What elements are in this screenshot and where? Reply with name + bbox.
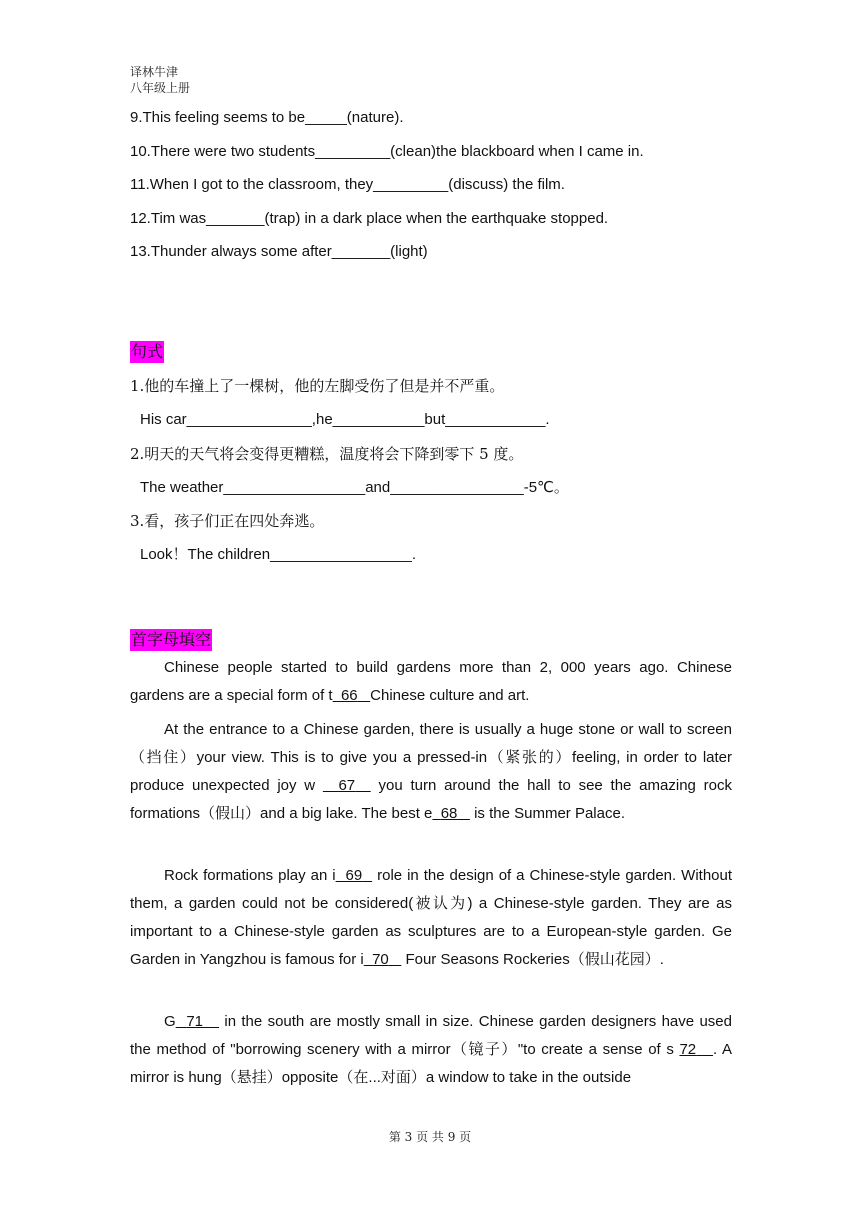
blank-66: 66 [340, 687, 358, 704]
cloze-paragraph-3: Rock formations play an i 69 role in the design of a Chinese-style garden. Without them, a garden could not be considered(被认为) a Chinese-style garden. They are as important to a Chinese-style garden as sculptures are to a European-style garden. Ge Garden in Yangzhou is famous for i 70 Four Seasons Rockeries（假山花园）. [130, 867, 733, 968]
blank-70: 70 [372, 951, 389, 968]
blank-69: 69 [345, 867, 363, 884]
header-grade: 八年级上册 [130, 81, 191, 95]
section-title-sentence: 句式 [131, 342, 164, 361]
cloze-paragraph-1: Chinese people started to build gardens more than 2, 000 years ago. Chinese gardens are a special form of t 66 Chinese culture and art. [130, 659, 732, 704]
blank-68: 68 [440, 805, 458, 822]
exercise-line: 13.Thunder always some after_______(light) [130, 243, 428, 260]
exercise-line: 11.When I got to the classroom, they_________(discuss) the film. [130, 176, 565, 193]
page-header [130, 64, 190, 96]
blank-72: 72 [679, 1041, 697, 1058]
section-title-cloze: 首字母填空 [131, 630, 212, 649]
page-footer: 第 3 页 共 9 页 [388, 1130, 472, 1144]
header-publisher: 译林牛津 [130, 65, 179, 79]
exercise-line: 10.There were two students_________(clean)the blackboard when I came in. [130, 143, 644, 160]
exercise-line: 12.Tim was_______(trap) in a dark place when the earthquake stopped. [130, 210, 609, 227]
sentence-prompt: 1.他的车撞上了一棵树，他的左脚受伤了但是并不严重。 [130, 377, 505, 395]
cloze-paragraph-2: At the entrance to a Chinese garden, there is usually a huge stone or wall to screen（挡住）your view. This is to give you a pressed-in（紧张的）feeling, in order to later produce unexpected joy w 67 you turn around the hall to see the amazing rock formations（假山）and a big lake. The best e 68 is the Summer Palace. [130, 721, 732, 822]
exercise-line: 9.This feeling seems to be_____(nature). [130, 109, 404, 126]
sentence-answer: Look！The children_________________. [140, 546, 417, 563]
sentence-answer: The weather_________________and________________-5℃。 [140, 479, 569, 496]
sentence-prompt: 2.明天的天气将会变得更糟糕，温度将会下降到零下 5 度。 [130, 445, 524, 463]
sentence-prompt: 3.看，孩子们正在四处奔逃。 [130, 512, 325, 530]
blank-71: 71 [186, 1013, 204, 1030]
blank-67: 67 [338, 777, 356, 794]
cloze-paragraph-4: G 71 in the south are mostly small in size. Chinese garden designers have used the method of "borrowing scenery with a mirror（镜子）"to create a sense of s 72 . A mirror is hung（悬挂）opposite（在...对面）a window to take in the outside [130, 1013, 732, 1086]
sentence-answer: His car_______________,he___________but____________. [140, 411, 550, 428]
